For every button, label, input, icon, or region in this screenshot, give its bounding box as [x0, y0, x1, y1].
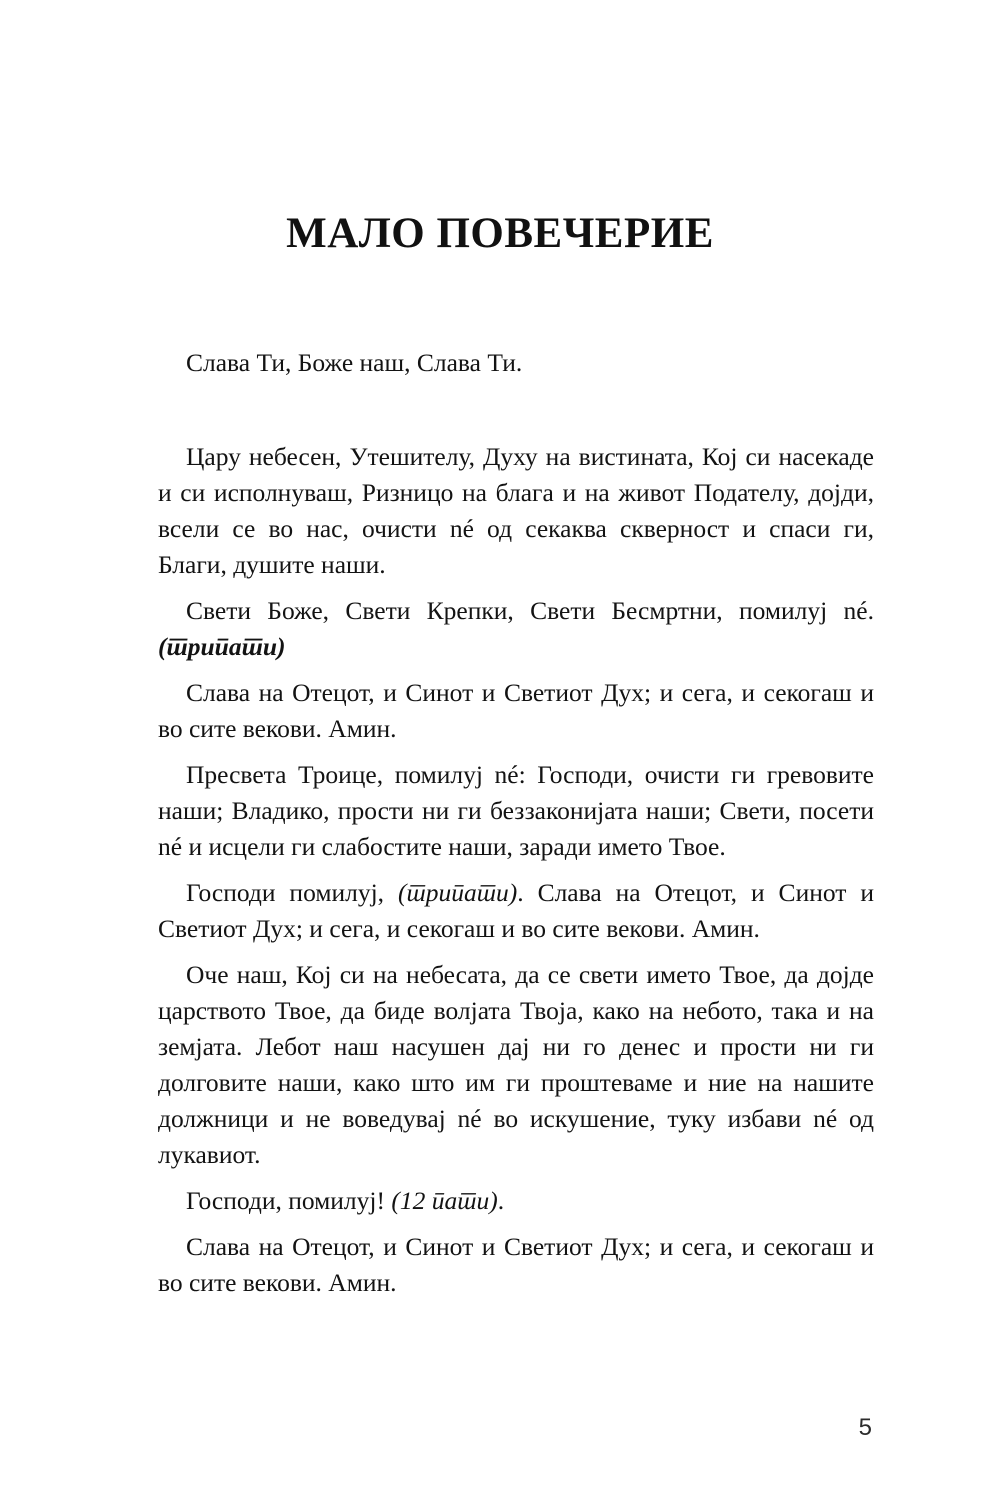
paragraph-doxology-final: Слава на Отецот, и Синот и Светиот Дух; и сега, и секогаш и во сите векови. Амин. — [158, 1232, 874, 1297]
paragraph-lords-prayer: Оче наш, Кој си на небесата, да се свети името Твое, да дојде царството Твое, да биде волјата Твоја, како на небото, така и на земјата. Лебот наш насушен дај ни го денес и прости ни ги долговите наши, како што им ги проштеваме и ние на нашите должници и не воведувај né во искушение, туку избави né од лукавиот. — [158, 960, 874, 1169]
paragraph-kyrie-three — [158, 875, 874, 947]
kyrie-three-tail: . Слава на Отецот, и Синот и Светиот Дух; и сега, и секогаш и во сите векови. Амин. — [158, 878, 875, 943]
kyrie-twelve-rubric: (12 пати) — [391, 1186, 498, 1215]
trisagion-rubric: (трипати) — [158, 632, 286, 661]
paragraph-opening-glory: Слава Ти, Боже наш, Слава Ти. — [186, 348, 523, 377]
paragraph-kyrie-twelve — [158, 1183, 874, 1219]
prayer-text-column — [158, 345, 874, 1301]
paragraph-heavenly-king: Цару небесен, Утешителу, Духу на вистината, Кој си насекаде и си исполнуваш, Ризницо на блага и на живот Подателу, дојди, всели се во нас, очисти né од секаква скверност и спаси ги, Благи, душите наши. — [158, 442, 874, 579]
kyrie-three-lead: Господи помилуј, — [186, 878, 385, 907]
page-title: МАЛО ПОВЕЧЕРИЕ — [286, 209, 714, 257]
page-number: 5 — [858, 1414, 872, 1441]
kyrie-twelve-lead: Господи, помилуј! — [186, 1186, 385, 1215]
paragraph-all-holy-trinity: Пресвета Троице, помилуј né: Господи, очисти ги гревовите наши; Владико, прости ни ги беззаконијата наши; Свети, посети né и исцели ги слабостите наши, заради името Твое. — [158, 760, 874, 861]
trisagion-text: Свети Боже, Свети Крепки, Свети Бесмртни, помилуј né. — [186, 596, 874, 625]
kyrie-twelve-tail: . — [497, 1186, 505, 1215]
paragraph-doxology-first: Слава на Отецот, и Синот и Светиот Дух; и сега, и секогаш и во сите векови. Амин. — [158, 678, 874, 743]
paragraph-trisagion — [158, 593, 874, 665]
kyrie-three-rubric: (трипати) — [398, 878, 518, 907]
